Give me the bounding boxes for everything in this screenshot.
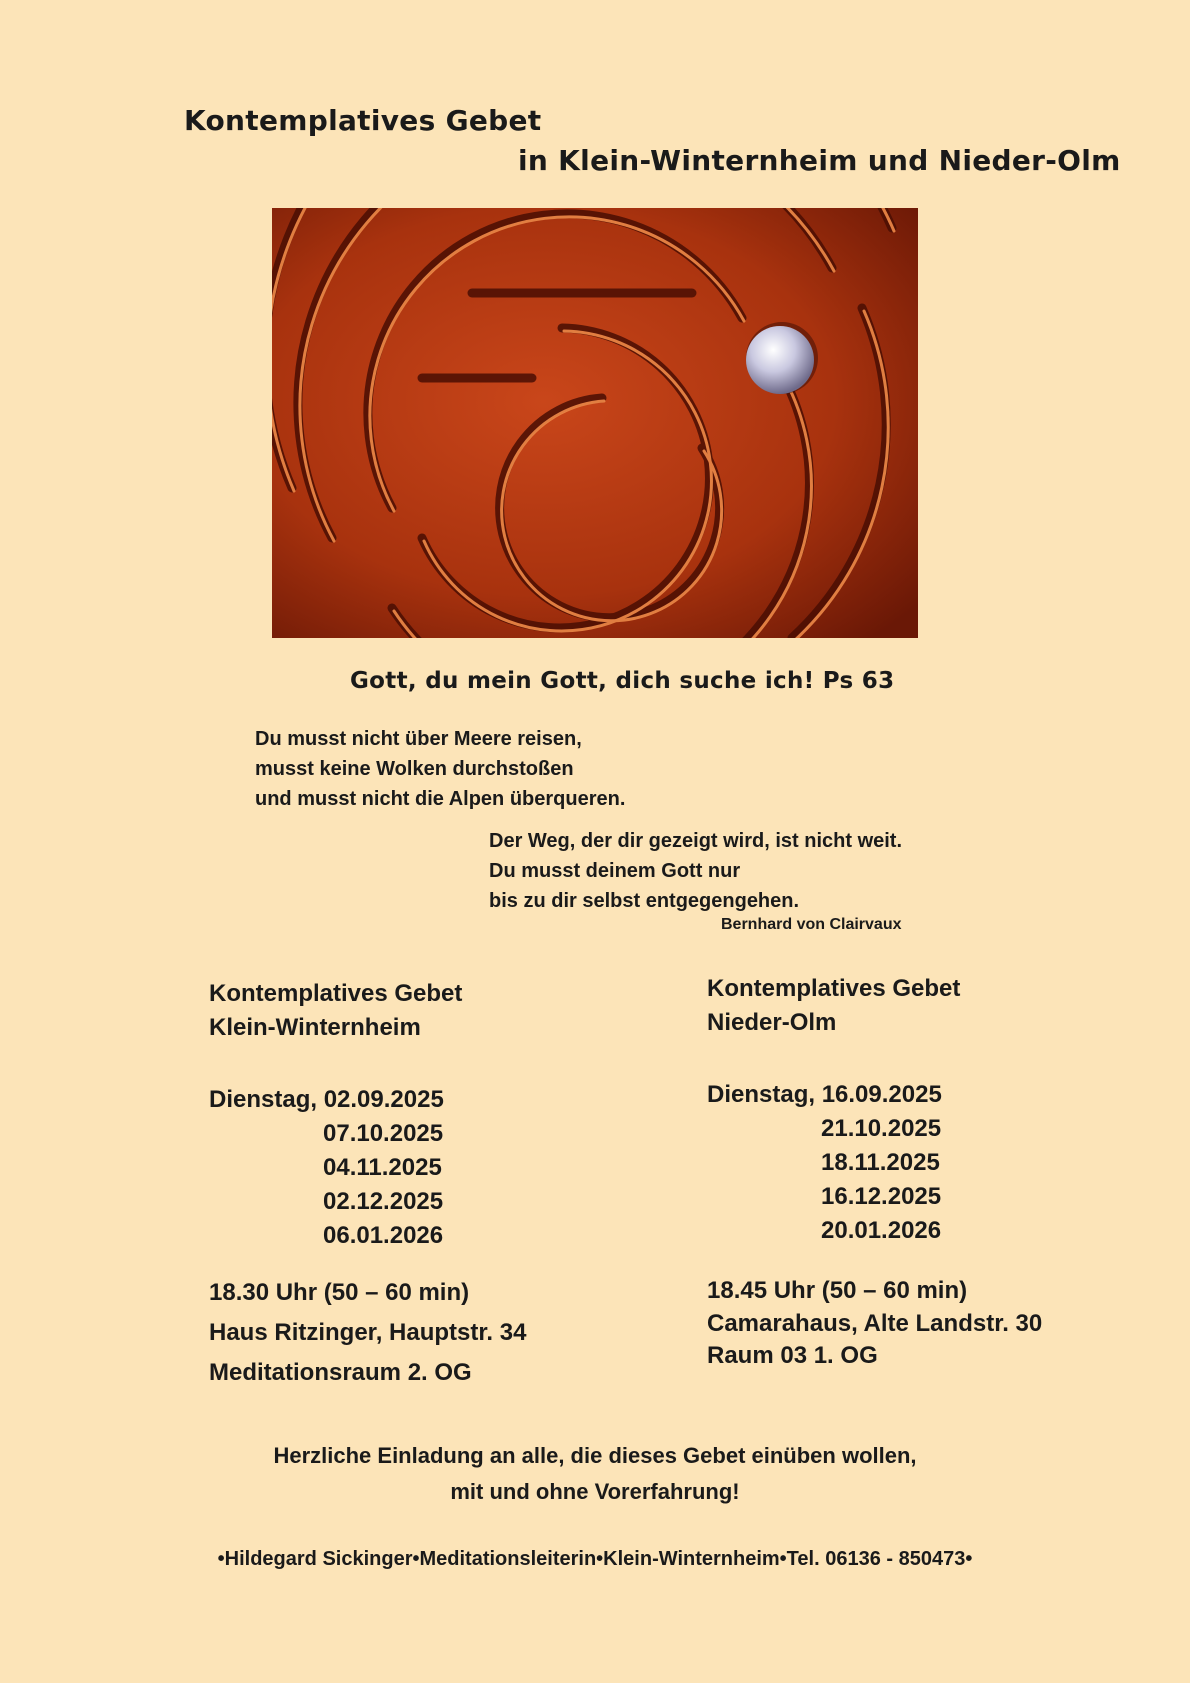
marble xyxy=(746,326,814,394)
schedule-nieder-olm xyxy=(707,972,1042,1372)
psalm-quote: Gott, du mein Gott, dich suche ich! Ps 63 xyxy=(350,668,895,694)
poem-author: Bernhard von Clairvaux xyxy=(721,916,902,933)
schedule-date: 21.10.2025 xyxy=(821,1115,942,1142)
schedule-heading: Kontemplatives Gebet xyxy=(707,975,961,1002)
invitation-line: Herzliche Einladung an alle, die dieses Gebet einüben wollen, xyxy=(273,1443,917,1468)
page-title: Kontemplatives Gebet xyxy=(184,104,542,137)
poem-line: Du musst deinem Gott nur xyxy=(489,860,741,882)
page-subtitle: in Klein-Winternheim und Nieder-Olm xyxy=(518,144,1121,177)
schedule-room: Meditationsraum 2. OG xyxy=(209,1359,472,1386)
schedule-room: Raum 03 1. OG xyxy=(707,1342,878,1369)
invitation xyxy=(0,1438,1190,1510)
schedule-date: 04.11.2025 xyxy=(323,1154,442,1181)
poem-line: und musst nicht die Alpen überqueren. xyxy=(255,788,626,810)
schedule-location-name: Nieder-Olm xyxy=(707,1009,837,1036)
schedule-date: 18.11.2025 xyxy=(821,1149,940,1176)
schedule-heading: Kontemplatives Gebet xyxy=(209,980,463,1007)
schedule-date: 02.12.2025 xyxy=(323,1188,444,1215)
schedule-address: Haus Ritzinger, Hauptstr. 34 xyxy=(209,1319,527,1346)
schedule-klein-winternheim xyxy=(209,977,526,1393)
schedule-date: 06.01.2026 xyxy=(323,1222,444,1249)
schedule-date: 16.12.2025 xyxy=(821,1183,942,1210)
labyrinth-image xyxy=(272,208,918,638)
poem-stanza-2 xyxy=(489,826,902,916)
schedule-date: 07.10.2025 xyxy=(323,1120,444,1147)
schedule-time: 18.30 Uhr (50 – 60 min) xyxy=(209,1279,470,1306)
schedule-address: Camarahaus, Alte Landstr. 30 xyxy=(707,1310,1043,1337)
poem-line: bis zu dir selbst entgegengehen. xyxy=(489,890,800,912)
poem-line: Du musst nicht über Meere reisen, xyxy=(255,728,582,750)
schedule-time: 18.45 Uhr (50 – 60 min) xyxy=(707,1277,968,1304)
labyrinth-photo xyxy=(272,208,918,638)
schedule-location-name: Klein-Winternheim xyxy=(209,1014,421,1041)
schedule-date: Dienstag, 02.09.2025 xyxy=(209,1086,444,1113)
contact-footer: •Hildegard Sickinger•Meditationsleiterin•Klein-Winternheim•Tel. 06136 - 850473• xyxy=(217,1548,973,1570)
poem-line: Der Weg, der dir gezeigt wird, ist nicht weit. xyxy=(489,830,903,852)
schedule-date: 20.01.2026 xyxy=(821,1217,942,1244)
invitation-line: mit und ohne Vorerfahrung! xyxy=(450,1479,740,1504)
poem-stanza-1 xyxy=(255,724,625,814)
poem-line: musst keine Wolken durchstoßen xyxy=(255,758,574,780)
schedule-date: Dienstag, 16.09.2025 xyxy=(707,1081,942,1108)
